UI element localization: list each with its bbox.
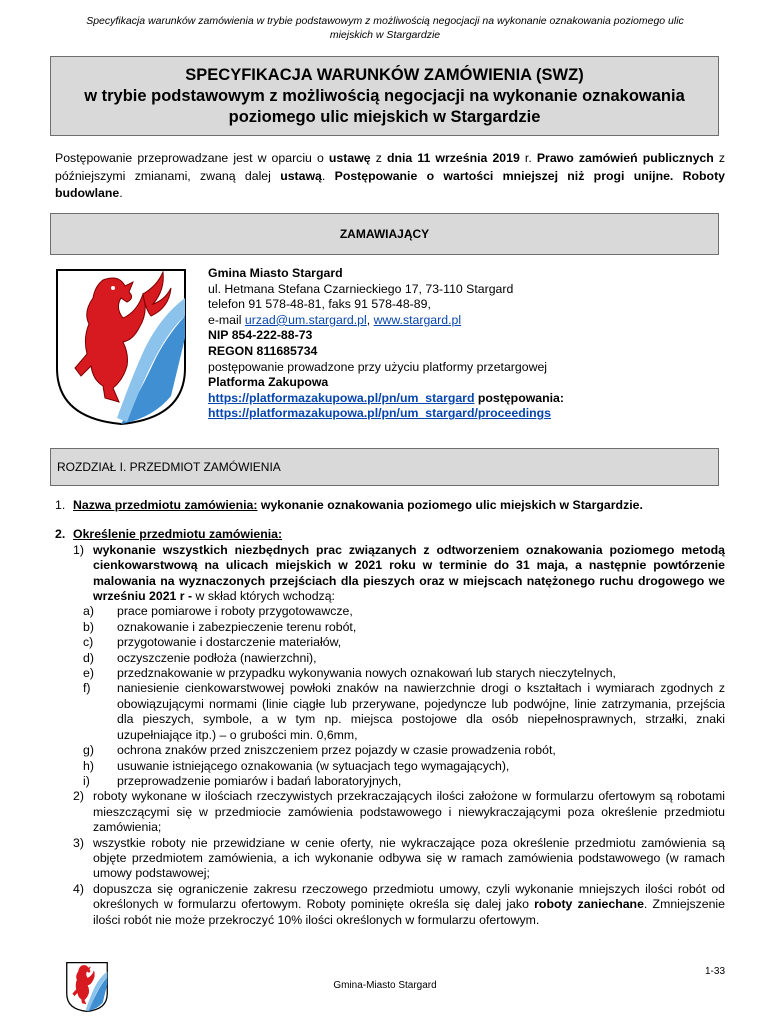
sub-item-4-text	[93, 882, 725, 928]
intro-text: Postępowanie przeprowadzane jest w oparciu o	[55, 151, 329, 165]
zamawiajacy-heading: ZAMAWIAJĄCY	[50, 213, 719, 255]
intro-bold-ustawe: ustawę	[328, 151, 371, 165]
item-2-label: Określenie przedmiotu zamówienia:	[73, 527, 283, 542]
contracting-authority-details	[208, 266, 718, 422]
letter-text: przeprowadzenie pomiarów i badań laboratoryjnych,	[117, 773, 402, 788]
sub-item-4-part-c: . Zmniejszenie ilości robót nie może przekroczyć 10% ilości określonych w formularzu ofertowym.	[93, 897, 726, 927]
sub-item-4-part-a: dopuszcza się ograniczenie zakresu rzeczowego przedmiotu umowy, czyli wykonanie mniejszych ilości robót od określonych w formularzu ofertowym. Roboty pominięte określa się dalej jako	[93, 881, 725, 912]
email-prefix: e-mail	[208, 312, 245, 327]
letter-text: prace pomiarowe i roboty przygotowawcze,	[117, 604, 353, 619]
footer-text: Gmina-Miasto Stargard	[333, 980, 437, 991]
intro-text: r.	[519, 151, 537, 165]
intro-bold-date: dnia 11 września 2019	[386, 151, 520, 165]
sub-item-1	[73, 543, 725, 605]
title-line-1: SPECYFIKACJA WARUNKÓW ZAMÓWIENIA (SWZ)	[185, 65, 584, 84]
letter-text: oznakowanie i zabezpieczenie terenu robót,	[117, 619, 357, 634]
letter-label: b)	[83, 619, 94, 634]
letter-item	[73, 681, 725, 743]
letter-text: naniesienie cienkowarstwowej powłoki znaków na nawierzchnie drogi o kształtach i wymiarach zgodnych z obowiązującymi normami (linie ciągłe lub przerywane, pojedyncze lub podwójne, linie zatrzymania, przejścia dla pieszych, symbole, a w tym np. miejsca postojowe dla osób niepełnosprawnych, strzałki, znaki uzupełniające itp.) – o grubości min. 0,6mm,	[117, 681, 725, 742]
letter-label: i)	[83, 773, 90, 788]
letter-text: ochrona znaków przed zniszczeniem przez pojazdy w czasie prowadzenia robót,	[117, 743, 556, 758]
running-header-line1: Specyfikacja warunków zamówienia w trybie podstawowym z możliwością negocjacji na wykonanie oznakowania poziomego ulic	[86, 15, 684, 27]
sub-item-1-rest: w skład których wchodzą:	[192, 589, 335, 604]
list-item-2	[55, 527, 725, 928]
sub-item-2-text: roboty wykonane w ilościach rzeczywistych przekraczających ilości założone w formularzu ofertowym są robotami mieszczącymi się w przedmiocie zamówienia podstawowego i niewykraczającymi poza określenie przedmiotu zamówienia;	[93, 789, 725, 835]
letter-label: d)	[83, 650, 94, 665]
letter-text: usuwanie istniejącego oznakowania (w sytuacjach tego wymagających),	[117, 758, 510, 773]
sub-number: 1)	[73, 542, 84, 557]
authority-name: Gmina Miasto Stargard	[208, 266, 343, 280]
platform-note: postępowanie prowadzone przy użyciu platformy przetargowej	[208, 359, 548, 374]
authority-nip: NIP 854-222-88-73	[208, 328, 313, 343]
letter-item	[73, 666, 725, 681]
platform-link-line	[208, 391, 718, 407]
intro-bold-law: Prawo zamówień publicznych	[536, 151, 714, 165]
letter-item	[73, 620, 725, 635]
chapter-1-heading	[50, 448, 719, 486]
sub-item-1-bold: wykonanie wszystkich niezbędnych prac związanych z odtworzeniem oznakowania poziomego metodą cienkowarstwową na ulicach miejskich w 2021 roku w terminie do 31 maja, a następnie powtórzenie malowania na wyznaczonych przejściach dla pieszych oraz w miejscach natężonego ruchu drogowego we wrześniu 2021 r -	[93, 542, 725, 604]
letter-item	[73, 651, 725, 666]
letter-text: przedznakowanie w przypadku wykonywania nowych oznakowań lub starych nieczytelnych,	[117, 666, 616, 681]
running-header	[40, 14, 730, 42]
sub-number: 2)	[73, 789, 84, 804]
letter-label: a)	[83, 604, 94, 619]
letter-item	[73, 759, 725, 774]
proceedings-link[interactable]: https://platformazakupowa.pl/pn/um_stargard/proceedings	[208, 406, 551, 421]
platform-name: Platforma Zakupowa	[208, 375, 329, 390]
list-number: 2.	[55, 527, 66, 542]
intro-paragraph	[55, 150, 725, 203]
letter-text: przygotowanie i dostarczenie materiałów,	[117, 635, 342, 650]
list-item-2-body	[73, 527, 725, 928]
document-title-box	[50, 56, 719, 136]
authority-address: ul. Hetmana Stefana Czarnieckiego 17, 73-110 Stargard	[208, 281, 514, 296]
email-link[interactable]: urzad@um.stargard.pl	[244, 312, 367, 327]
intro-bold-value: Postępowanie o wartości mniejszej niż progi unijne. Roboty budowlane	[55, 168, 725, 200]
sub-item-4-bold: roboty zaniechane	[534, 897, 644, 912]
letter-label: e)	[83, 666, 94, 681]
intro-text: .	[119, 186, 123, 200]
sub-item-4	[73, 882, 725, 928]
list-item-1	[55, 498, 725, 513]
chapter-1-content	[55, 498, 725, 928]
letter-item	[73, 774, 725, 789]
intro-text: .	[321, 168, 335, 183]
platform-link-suffix: postępowania:	[474, 390, 564, 405]
letter-label: f)	[83, 681, 91, 696]
intro-text: z późniejszymi zmianami, zwaną dalej	[55, 151, 726, 183]
sub-number: 3)	[73, 835, 84, 850]
letter-item	[73, 743, 725, 758]
title-line-2: w trybie podstawowym z możliwością negocjacji na wykonanie oznakowania	[84, 86, 685, 105]
intro-bold-ustawa: ustawą	[280, 168, 322, 183]
letter-label: h)	[83, 758, 94, 773]
platform-link[interactable]: https://platformazakupowa.pl/pn/um_stargard	[208, 390, 475, 405]
letter-label: c)	[83, 635, 94, 650]
letter-item	[73, 604, 725, 619]
stargard-coat-of-arms-icon	[53, 268, 189, 426]
item-1-label: Nazwa przedmiotu zamówienia:	[73, 498, 258, 512]
intro-text: z	[370, 151, 387, 165]
proceedings-link-line	[208, 406, 718, 422]
running-header-line2: miejskich w Stargardzie	[329, 29, 441, 41]
letter-text: oczyszczenie podłoża (nawierzchni),	[117, 650, 317, 665]
chapter-1-heading-text: ROZDZIAŁ I. PRZEDMIOT ZAMÓWIENIA	[57, 460, 281, 474]
authority-email-line	[208, 313, 718, 329]
sub-number: 4)	[73, 881, 84, 896]
sub-item-3	[73, 836, 725, 882]
page-number: 1-33	[704, 966, 725, 977]
sub-item-3-text: wszystkie roboty nie przewidziane w cenie oferty, nie wykraczające poza określenie przedmiotu zamówienia są objęte przedmiotem zamówienia, a ich wykonanie odbywa się w ramach zamówienia podstawowego (w ramach umowy podstawowej;	[93, 835, 725, 881]
website-link[interactable]: www.stargard.pl	[373, 312, 462, 327]
sub-item-2	[73, 789, 725, 835]
authority-phone: telefon 91 578-48-81, faks 91 578-48-89,	[208, 297, 431, 312]
authority-regon: REGON 811685734	[208, 343, 318, 358]
email-separator: ,	[366, 312, 374, 327]
letter-item	[73, 635, 725, 650]
list-item-1-body	[73, 498, 725, 513]
item-1-text: wykonanie oznakowania poziomego ulic miejskich w Stargardzie.	[257, 498, 643, 512]
list-number: 1.	[55, 498, 66, 512]
title-line-3: poziomego ulic miejskich w Stargardzie	[228, 107, 541, 126]
letter-label: g)	[83, 743, 94, 758]
sub-item-1-text	[93, 543, 725, 605]
